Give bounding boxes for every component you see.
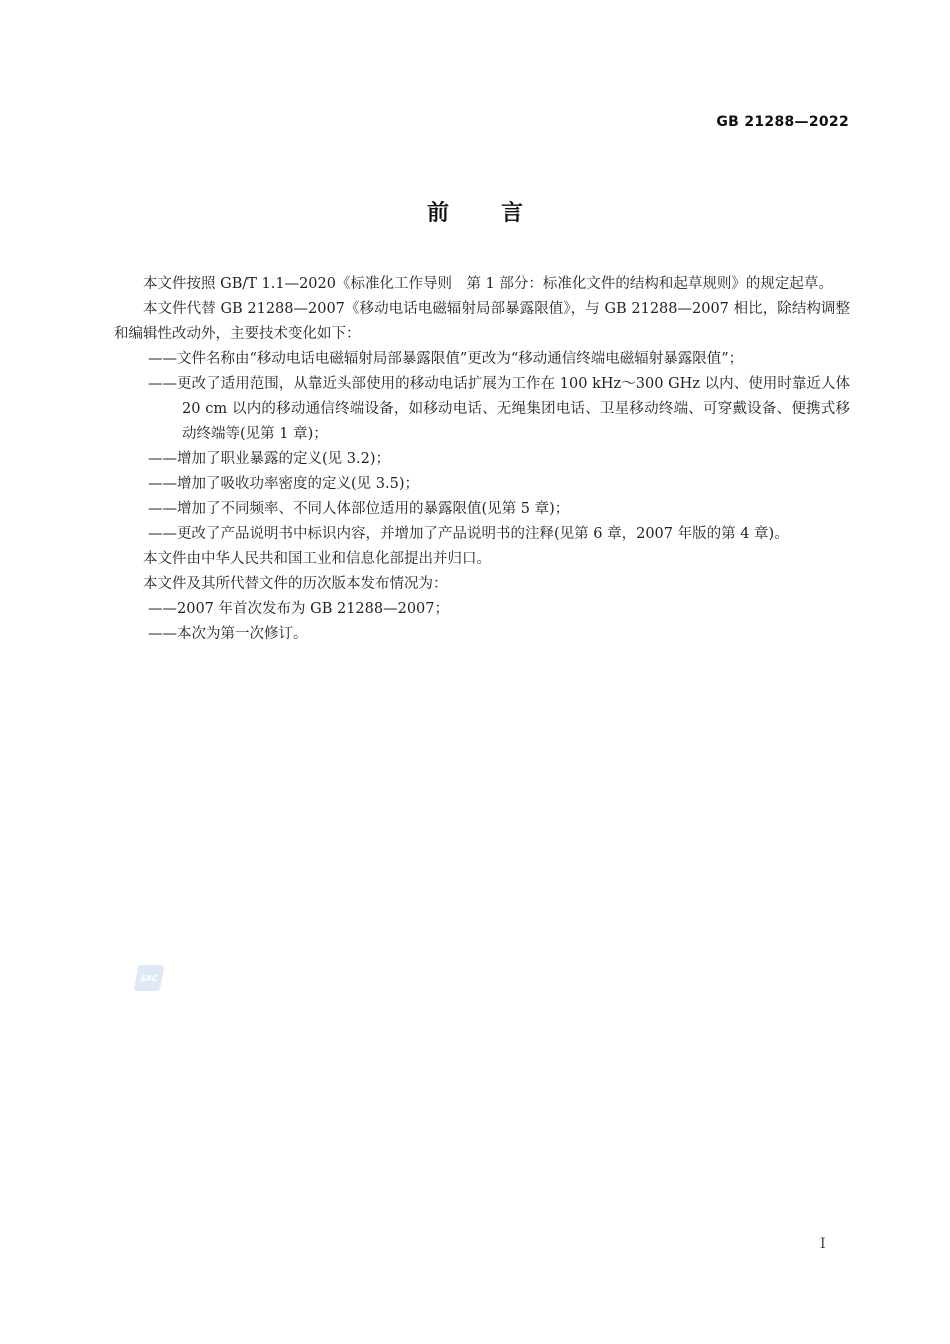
page-title: 前言 <box>426 200 575 226</box>
paragraph: 本文件按照 GB/T 1.1—2020《标准化工作导则 第 1 部分：标准化文件的结构和起草规则》的规定起草。 <box>143 276 833 292</box>
list-item: ——文件名称由“移动电话电磁辐射局部暴露限值”更改为“移动通信终端电磁辐射暴露限值”； <box>148 351 744 367</box>
paragraph: 本文件及其所代替文件的历次版本发布情况为： <box>143 576 448 592</box>
watermark-logo: SAC <box>134 965 165 991</box>
list-item: ——增加了不同频率、不同人体部位适用的暴露限值(见第 5 章)； <box>148 501 570 517</box>
standard-code: GB 21288—2022 <box>716 114 849 130</box>
list-item: ——本次为第一次修订。 <box>148 626 308 642</box>
list-item: ——更改了产品说明书中标识内容，并增加了产品说明书的注释(见第 6 章，2007 年版的第 4 章)。 <box>148 526 789 542</box>
list-item: ——增加了吸收功率密度的定义(见 3.5)； <box>148 476 419 492</box>
list-item: ——更改了适用范围，从靠近头部使用的移动电话扩展为工作在 100 kHz～300 GHz 以内、使用时靠近人体 20 cm 以内的移动通信终端设备，如移动电话、无绳集团电话、卫星移动终端、可穿戴设备、便携式移动终端等(见第 1 章)； <box>148 376 850 442</box>
list-item: ——增加了职业暴露的定义(见 3.2)； <box>148 451 390 467</box>
list-item: ——2007 年首次发布为 GB 21288—2007； <box>148 601 449 617</box>
foreword-body <box>114 272 850 647</box>
page-number: I <box>820 1236 826 1252</box>
paragraph: 本文件代替 GB 21288—2007《移动电话电磁辐射局部暴露限值》，与 GB 21288—2007 相比，除结构调整和编辑性改动外，主要技术变化如下： <box>114 301 850 342</box>
paragraph: 本文件由中华人民共和国工业和信息化部提出并归口。 <box>143 551 491 567</box>
